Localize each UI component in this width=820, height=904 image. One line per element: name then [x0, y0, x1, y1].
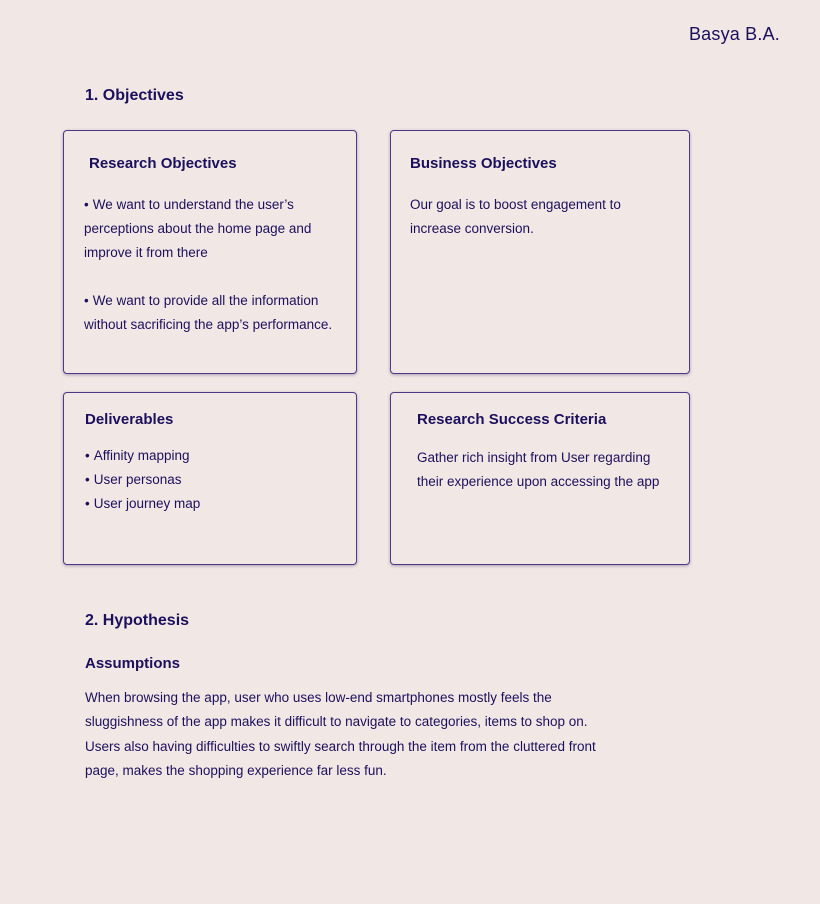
author-name: Basya B.A.	[688, 24, 780, 44]
research-success-criteria-text: Gather rich insight from User regarding their experience upon accessing the app	[417, 450, 660, 489]
business-objectives-card	[390, 130, 690, 374]
assumptions-text: When browsing the app, user who uses low-end smartphones mostly feels the sluggishness of the app makes it difficult to navigate to categories, items to shop on. Users also having difficulties to swiftly search through the item from the cluttered front page, makes the shopping experience far less fun.	[85, 690, 596, 778]
hypothesis-heading: 2. Hypothesis	[85, 612, 190, 629]
deliverables-title: Deliverables	[85, 411, 174, 428]
deliverable-item: • User personas	[85, 468, 200, 492]
research-success-criteria-card	[390, 392, 690, 565]
assumptions-heading: Assumptions	[85, 655, 181, 672]
business-objectives-title: Business Objectives	[410, 155, 557, 172]
research-objective-item: • We want to understand the user’s perceptions about the home page and improve it from there	[84, 193, 334, 265]
deliverable-item: • Affinity mapping	[85, 444, 200, 468]
research-objective-item: • We want to provide all the information without sacrificing the app’s performance.	[84, 289, 334, 337]
deliverables-card	[63, 392, 357, 565]
research-success-criteria-title: Research Success Criteria	[417, 411, 607, 428]
deliverable-item: • User journey map	[85, 492, 200, 516]
research-objectives-title: Research Objectives	[89, 155, 237, 172]
research-objectives-card	[63, 130, 357, 374]
business-objectives-text: Our goal is to boost engagement to increase conversion.	[410, 197, 621, 236]
research-objectives-body	[84, 193, 334, 337]
objectives-heading: 1. Objectives	[85, 87, 184, 104]
